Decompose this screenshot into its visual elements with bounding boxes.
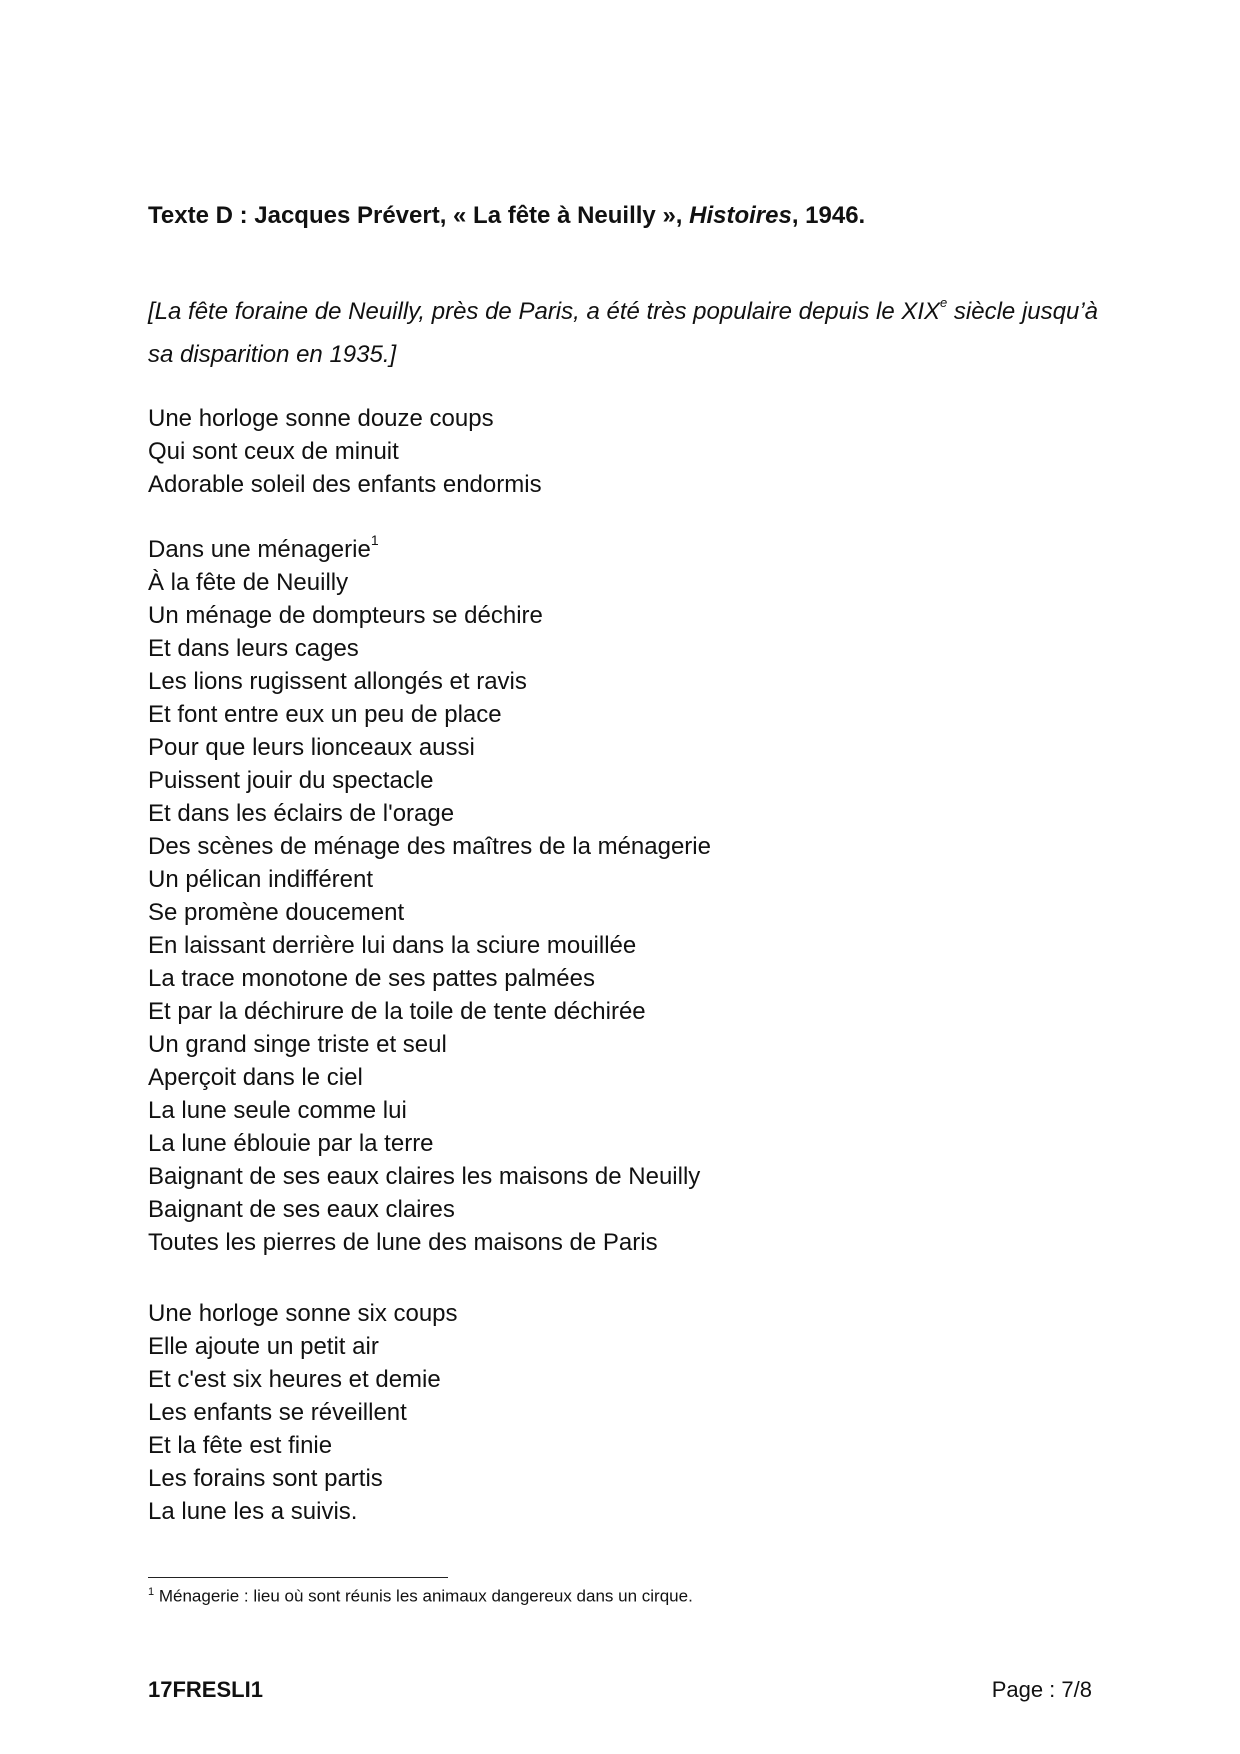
heading-prefix: Texte D : Jacques Prévert, « La fête à Neuilly », bbox=[148, 202, 690, 229]
poem-line: Une horloge sonne douze coups bbox=[148, 405, 494, 432]
poem-line: Les enfants se réveillent bbox=[148, 1399, 407, 1426]
poem-line: Et font entre eux un peu de place bbox=[148, 701, 502, 728]
poem-line: Et c'est six heures et demie bbox=[148, 1366, 441, 1393]
poem-line: Un ménage de dompteurs se déchire bbox=[148, 602, 543, 629]
poem-stanza-3 bbox=[148, 1297, 458, 1528]
footnote-marker: 1 bbox=[148, 1586, 155, 1598]
heading-work-title: Histoires bbox=[689, 202, 792, 229]
poem-line: Les forains sont partis bbox=[148, 1465, 383, 1492]
poem-line: Pour que leurs lionceaux aussi bbox=[148, 734, 475, 761]
poem-line: Un grand singe triste et seul bbox=[148, 1031, 447, 1058]
poem-line-with-note bbox=[148, 533, 711, 566]
context-note-end: siècle jusqu’à sa disparition en 1935.] bbox=[148, 298, 1098, 368]
poem-line: Qui sont ceux de minuit bbox=[148, 438, 399, 465]
poem-line: Et par la déchirure de la toile de tente déchirée bbox=[148, 998, 646, 1025]
poem-line: Un pélican indifférent bbox=[148, 866, 374, 893]
poem-line: La lune éblouie par la terre bbox=[148, 1130, 434, 1157]
poem-line: En laissant derrière lui dans la sciure mouillée bbox=[148, 932, 637, 959]
poem-line: Les lions rugissent allongés et ravis bbox=[148, 668, 527, 695]
text-heading bbox=[148, 202, 865, 230]
poem-line: Baignant de ses eaux claires les maisons de Neuilly bbox=[148, 1163, 701, 1190]
poem-line: À la fête de Neuilly bbox=[148, 569, 349, 596]
poem-line: Toutes les pierres de lune des maisons de Paris bbox=[148, 1229, 658, 1256]
page-number: Page : 7/8 bbox=[991, 1677, 1092, 1702]
footnote-reference: 1 bbox=[370, 532, 379, 548]
poem-line: Et la fête est finie bbox=[148, 1432, 333, 1459]
poem-stanza-1 bbox=[148, 402, 542, 501]
century-superscript: e bbox=[940, 295, 948, 310]
poem-line: La lune les a suivis. bbox=[148, 1498, 358, 1525]
poem-line: La lune seule comme lui bbox=[148, 1097, 407, 1124]
poem-line: Se promène doucement bbox=[148, 899, 405, 926]
poem-line-text: Dans une ménagerie bbox=[148, 536, 371, 563]
poem-line: Elle ajoute un petit air bbox=[148, 1333, 379, 1360]
poem-line: Des scènes de ménage des maîtres de la ménagerie bbox=[148, 833, 711, 860]
poem-line: Et dans leurs cages bbox=[148, 635, 359, 662]
poem-line: Puissent jouir du spectacle bbox=[148, 767, 434, 794]
poem-line: Et dans les éclairs de l'orage bbox=[148, 800, 455, 827]
footnote-divider bbox=[148, 1577, 448, 1578]
poem-line: Aperçoit dans le ciel bbox=[148, 1064, 363, 1091]
poem-stanza-2 bbox=[148, 533, 711, 1259]
document-code: 17FRESLI1 bbox=[148, 1677, 263, 1702]
poem-line: Une horloge sonne six coups bbox=[148, 1300, 458, 1327]
poem-line: La trace monotone de ses pattes palmées bbox=[148, 965, 595, 992]
footnote-text: Ménagerie : lieu où sont réunis les animaux dangereux dans un cirque. bbox=[154, 1586, 693, 1606]
heading-suffix: , 1946. bbox=[791, 202, 866, 229]
poem-line: Adorable soleil des enfants endormis bbox=[148, 471, 542, 498]
footnote bbox=[148, 1586, 693, 1607]
context-note-start: [La fête foraine de Neuilly, près de Paris, a été très populaire depuis le XIX bbox=[148, 298, 941, 325]
context-note bbox=[148, 284, 1108, 376]
poem-line: Baignant de ses eaux claires bbox=[148, 1196, 455, 1223]
